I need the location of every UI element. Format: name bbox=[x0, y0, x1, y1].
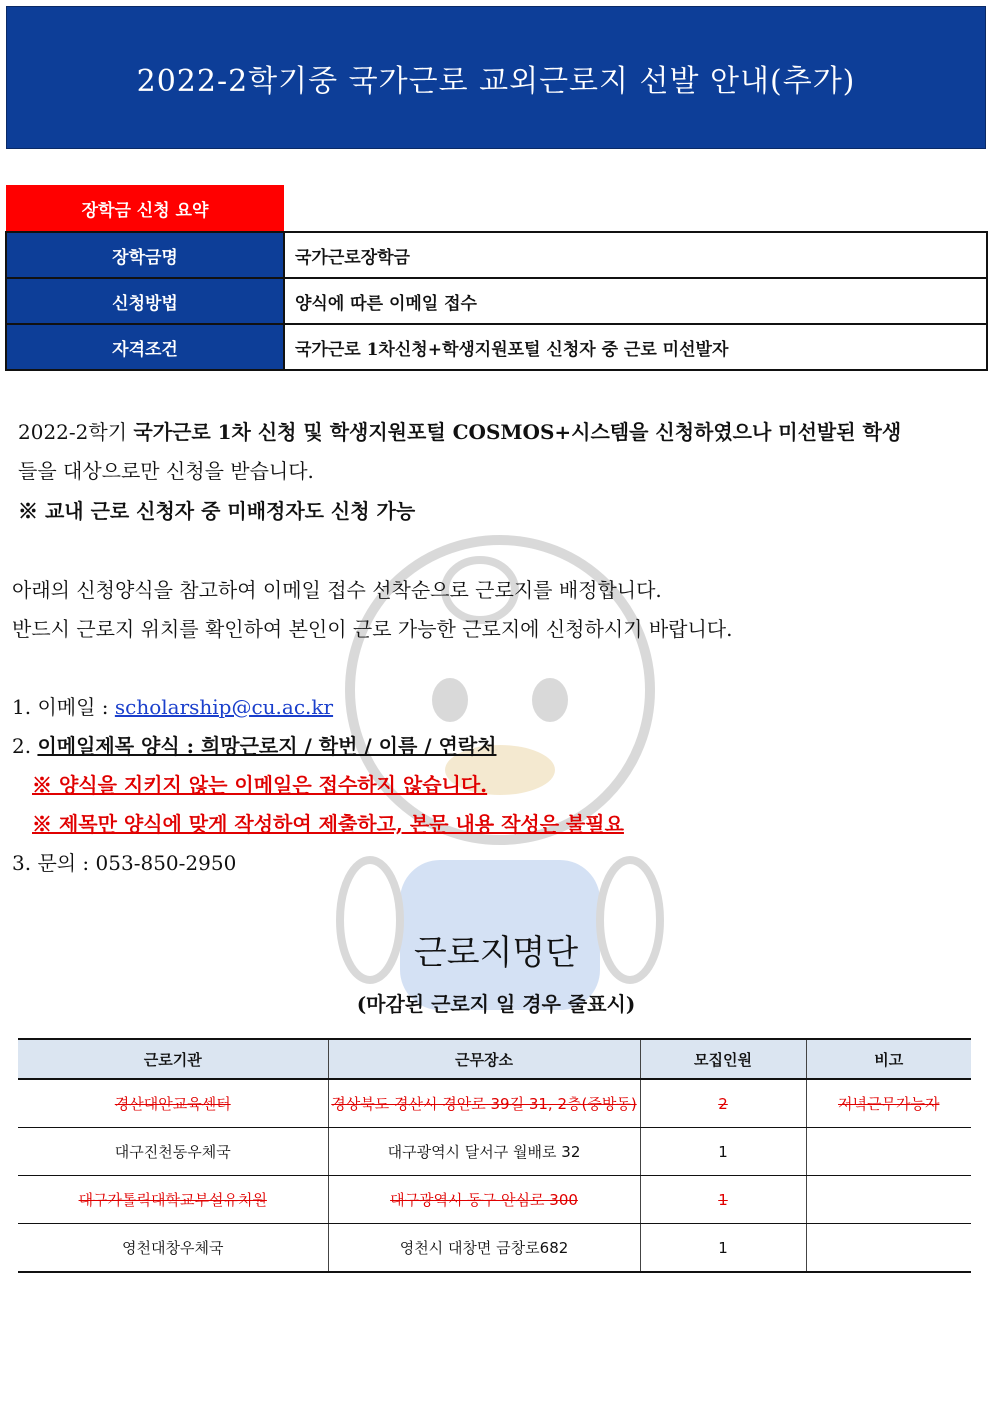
summary-row bbox=[6, 232, 987, 278]
inquiry-line: 3. 문의 : 053-850-2950 bbox=[12, 851, 237, 875]
site-place: 경상북도 경산시 경안로 39길 31, 2층(중방동) bbox=[328, 1079, 640, 1128]
site-count: 2 bbox=[640, 1079, 806, 1128]
subject-format: 이메일제목 양식 : 희망근로지 / 학번 / 이름 / 연락처 bbox=[37, 734, 497, 758]
site-count: 1 bbox=[640, 1224, 806, 1273]
site-place: 영천시 대창면 금창로682 bbox=[328, 1224, 640, 1273]
intro-note: ※ 교내 근로 신청자 중 미배정자도 신청 가능 bbox=[18, 499, 416, 523]
site-note bbox=[806, 1176, 971, 1224]
site-org: 경산대안교육센터 bbox=[18, 1079, 328, 1128]
summary-row bbox=[6, 278, 987, 324]
column-header: 근로기관 bbox=[18, 1039, 328, 1079]
summary-table bbox=[5, 231, 988, 371]
summary-value: 양식에 따른 이메일 접수 bbox=[284, 278, 987, 324]
table-row bbox=[18, 1176, 971, 1224]
warning-line2 bbox=[32, 805, 624, 844]
subject-format-line bbox=[12, 727, 497, 766]
site-org: 대구진천동우체국 bbox=[18, 1128, 328, 1176]
summary-key: 자격조건 bbox=[6, 324, 284, 370]
page-title: 2022-2학기중 국가근로 교외근로지 선발 안내(추가) bbox=[136, 63, 856, 99]
summary-value: 국가근로장학금 bbox=[284, 232, 987, 278]
site-count: 1 bbox=[640, 1128, 806, 1176]
table-row bbox=[18, 1079, 971, 1128]
instruction-line2: 반드시 근로지 위치를 확인하여 본인이 근로 가능한 근로지에 신청하시기 바랍니다. bbox=[12, 617, 733, 641]
site-org: 대구가톨릭대학교부설유치원 bbox=[18, 1176, 328, 1224]
sites-title: 근로지명단 bbox=[413, 933, 579, 973]
site-note bbox=[806, 1224, 971, 1273]
email-line bbox=[12, 688, 333, 727]
site-count: 1 bbox=[640, 1176, 806, 1224]
site-note bbox=[806, 1128, 971, 1176]
summary-row bbox=[6, 324, 987, 370]
site-place: 대구광역시 동구 안심로 300 bbox=[328, 1176, 640, 1224]
warning-text: ※ 제목만 양식에 맞게 작성하여 제출하고, 본문 내용 작성은 불필요 bbox=[32, 812, 624, 836]
subject-prefix: 2. bbox=[12, 734, 38, 758]
intro-line1 bbox=[18, 413, 901, 452]
summary-tab-label: 장학금 신청 요약 bbox=[6, 185, 284, 231]
summary-value: 국가근로 1차신청+학생지원포털 신청자 중 근로 미선발자 bbox=[284, 324, 987, 370]
column-header: 근무장소 bbox=[328, 1039, 640, 1079]
warning-line1 bbox=[32, 766, 487, 805]
table-header-row bbox=[18, 1039, 971, 1079]
warning-text: ※ 양식을 지키지 않는 이메일은 접수하지 않습니다. bbox=[32, 773, 488, 797]
email-link[interactable]: scholarship@cu.ac.kr bbox=[114, 695, 334, 719]
table-row bbox=[18, 1224, 971, 1273]
intro-text: 2022-2학기 bbox=[18, 420, 134, 444]
sites-table bbox=[18, 1038, 971, 1273]
column-header: 비고 bbox=[806, 1039, 971, 1079]
header-banner bbox=[6, 6, 986, 149]
sites-subtitle: (마감된 근로지 일 경우 줄표시) bbox=[356, 992, 636, 1016]
site-place: 대구광역시 달서구 월배로 32 bbox=[328, 1128, 640, 1176]
table-row bbox=[18, 1128, 971, 1176]
summary-key: 장학금명 bbox=[6, 232, 284, 278]
summary-key: 신청방법 bbox=[6, 278, 284, 324]
column-header: 모집인원 bbox=[640, 1039, 806, 1079]
instruction-line1: 아래의 신청양식을 참고하여 이메일 접수 선착순으로 근로지를 배정합니다. bbox=[12, 578, 662, 602]
intro-bold-text: 국가근로 1차 신청 및 학생지원포털 COSMOS+시스템을 신청하였으나 미선발된 학생 bbox=[133, 420, 902, 444]
email-label: 1. 이메일 : bbox=[12, 695, 115, 719]
site-org: 영천대창우체국 bbox=[18, 1224, 328, 1273]
intro-line2: 들을 대상으로만 신청을 받습니다. bbox=[18, 459, 314, 483]
site-note: 저녁근무가능자 bbox=[806, 1079, 971, 1128]
